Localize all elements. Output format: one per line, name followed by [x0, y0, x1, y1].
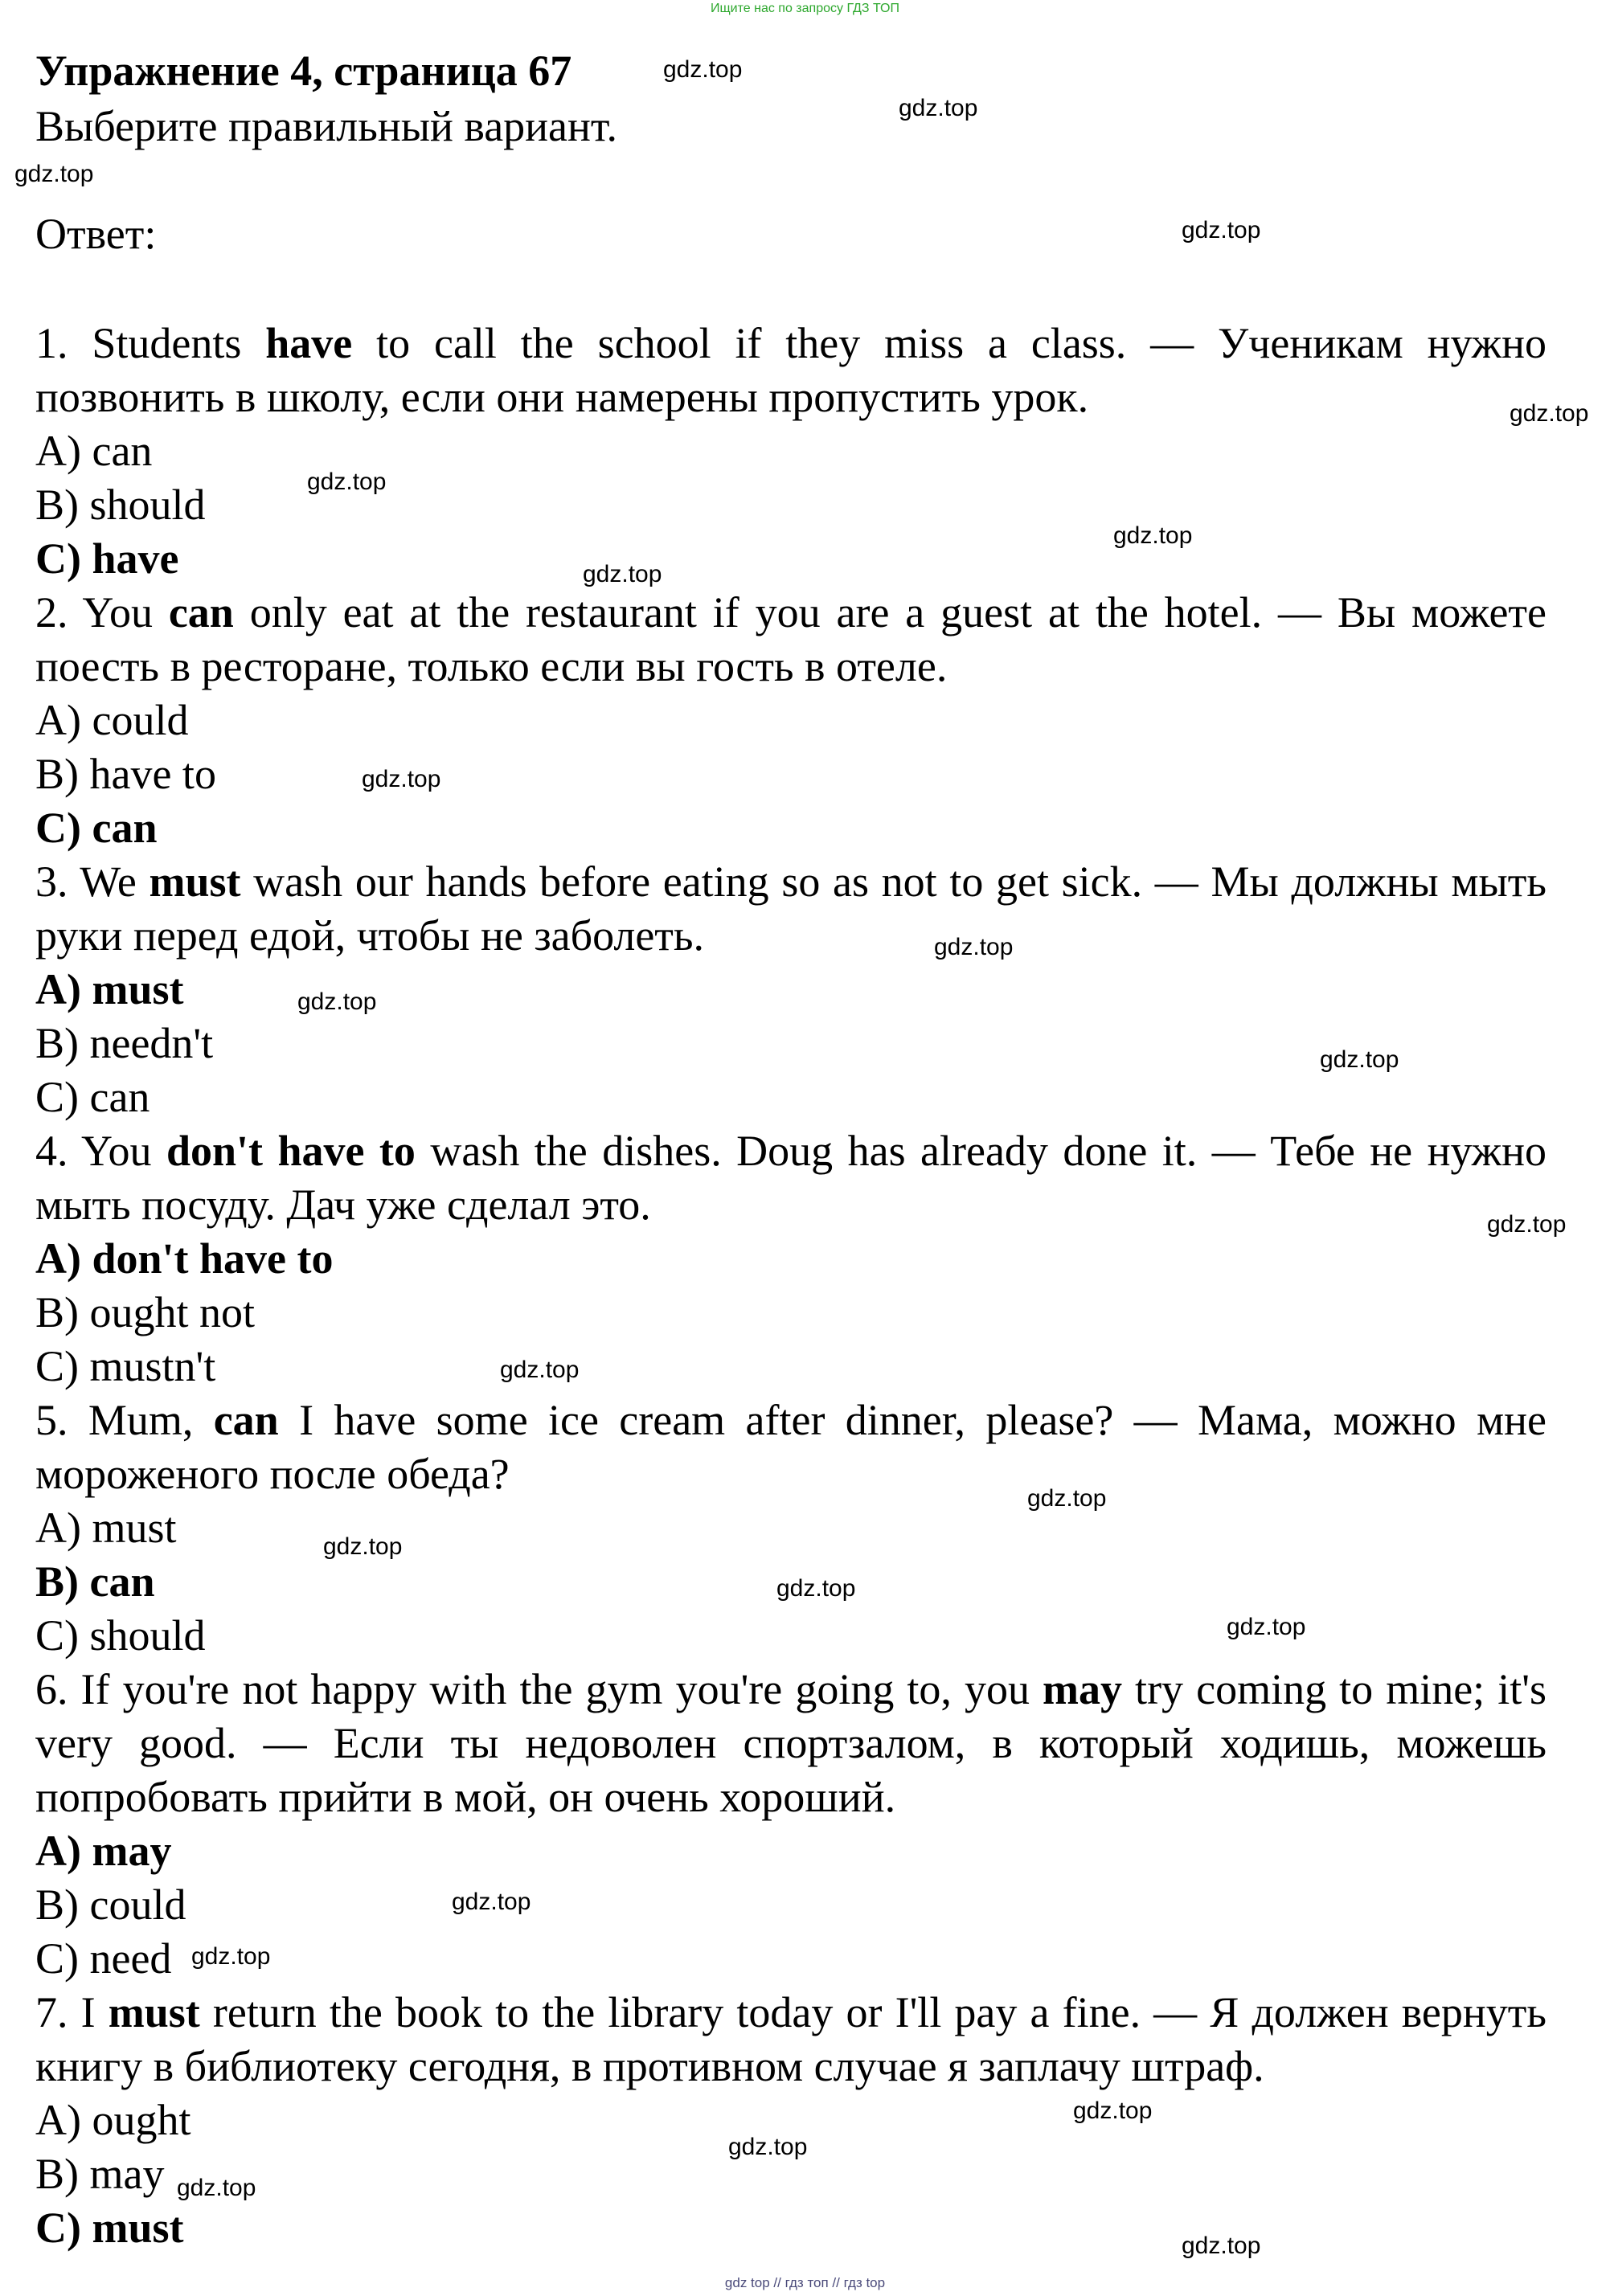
watermark: gdz.top [1182, 217, 1261, 244]
option-c-correct: C) have [35, 534, 179, 583]
watermark: gdz.top [1073, 2098, 1153, 2124]
question-item [35, 1663, 1547, 1986]
option-b: B) should [35, 481, 206, 529]
watermark: gdz.top [191, 1943, 271, 1970]
question-item [35, 855, 1547, 1124]
watermark: gdz.top [14, 161, 94, 187]
watermark: gdz.top [1027, 1485, 1107, 1512]
watermark: gdz.top [776, 1575, 856, 1602]
option-b: B) could [35, 1881, 186, 1929]
watermark: gdz.top [297, 988, 377, 1015]
question-text: 5. Mum, can I have some ice cream after dinner, please? — Мама, можно мне мороженого после обеда? [35, 1396, 1547, 1498]
question-item [35, 586, 1547, 855]
option-c: C) should [35, 1611, 206, 1660]
option-b: B) have to [35, 750, 216, 798]
question-item [35, 1124, 1547, 1394]
option-c-correct: C) can [35, 804, 158, 852]
option-a: A) can [35, 427, 153, 475]
option-c-correct: C) must [35, 2204, 184, 2252]
watermark: gdz.top [452, 1889, 531, 1915]
option-a: A) must [35, 1504, 177, 1552]
watermark: gdz.top [1510, 400, 1589, 427]
option-a: A) could [35, 696, 189, 744]
option-a-correct: A) don't have to [35, 1234, 334, 1283]
footer-text: gdz top // гдз топ // гдз top [724, 2275, 886, 2290]
answer-label: Ответ: [35, 210, 157, 258]
question-text: 6. If you're not happy with the gym you're going to, you may try coming to mine; it's very good. — Если ты недоволен спортзалом, в который ходишь, можешь попробовать прийти в мой, он очень хороший. [35, 1665, 1547, 1821]
watermark: gdz.top [583, 561, 662, 587]
watermark: gdz.top [362, 766, 441, 792]
answer-highlight: don't have to [166, 1127, 416, 1175]
question-text: 3. We must wash our hands before eating so as not to get sick. — Мы должны мыть руки перед едой, чтобы не заболеть. [35, 857, 1547, 960]
watermark: gdz.top [728, 2134, 808, 2160]
option-c: C) can [35, 1073, 150, 1121]
option-b: B) needn't [35, 1019, 214, 1067]
watermark: gdz.top [663, 56, 743, 83]
option-c: C) mustn't [35, 1342, 216, 1390]
instruction-text: Выберите правильный вариант. [35, 102, 617, 150]
answer-highlight: may [1043, 1665, 1122, 1713]
page-title: Упражнение 4, страница 67 [35, 47, 572, 95]
question-text: 7. I must return the book to the library today or I'll pay a fine. — Я должен вернуть книгу в библиотеку сегодня, в противном случае я заплачу штраф. [35, 1988, 1547, 2090]
question-text: 2. You can only eat at the restaurant if you are a guest at the hotel. — Вы можете поесть в ресторане, только если вы гость в отеле. [35, 588, 1547, 690]
answer-highlight: have [265, 319, 353, 367]
exercise-content [35, 42, 1547, 2255]
question-text: 1. Students have to call the school if they miss a class. — Ученикам нужно позвонить в школу, если они намерены пропустить урок. [35, 319, 1547, 421]
watermark: gdz.top [1182, 2233, 1261, 2259]
answer-highlight: can [213, 1396, 279, 1444]
watermark: gdz.top [899, 95, 978, 121]
watermark: gdz.top [1113, 522, 1193, 549]
answer-highlight: must [108, 1988, 200, 2036]
option-a-correct: A) may [35, 1827, 172, 1875]
option-b: B) ought not [35, 1288, 256, 1336]
question-text: 4. You don't have to wash the dishes. Doug has already done it. — Тебе не нужно мыть посуду. Дач уже сделал это. [35, 1127, 1547, 1229]
watermark: gdz.top [1320, 1046, 1399, 1073]
question-item [35, 1394, 1547, 1663]
watermark: gdz.top [1227, 1614, 1306, 1640]
option-a-correct: A) must [35, 965, 184, 1013]
watermark: gdz.top [1487, 1211, 1567, 1238]
watermark: gdz.top [934, 934, 1014, 960]
question-item [35, 1986, 1547, 2255]
watermark: gdz.top [307, 469, 387, 495]
top-banner: Ищите нас по запросу ГДЗ ТОП [711, 2, 899, 15]
option-c: C) need [35, 1934, 172, 1983]
answer-highlight: must [149, 857, 241, 906]
option-b-correct: B) can [35, 1557, 155, 1606]
answer-highlight: can [168, 588, 234, 636]
option-a: A) ought [35, 2096, 191, 2144]
question-item [35, 317, 1547, 586]
watermark: gdz.top [500, 1357, 580, 1383]
watermark: gdz.top [323, 1533, 403, 1560]
watermark: gdz.top [177, 2175, 256, 2201]
option-b: B) may [35, 2150, 165, 2198]
